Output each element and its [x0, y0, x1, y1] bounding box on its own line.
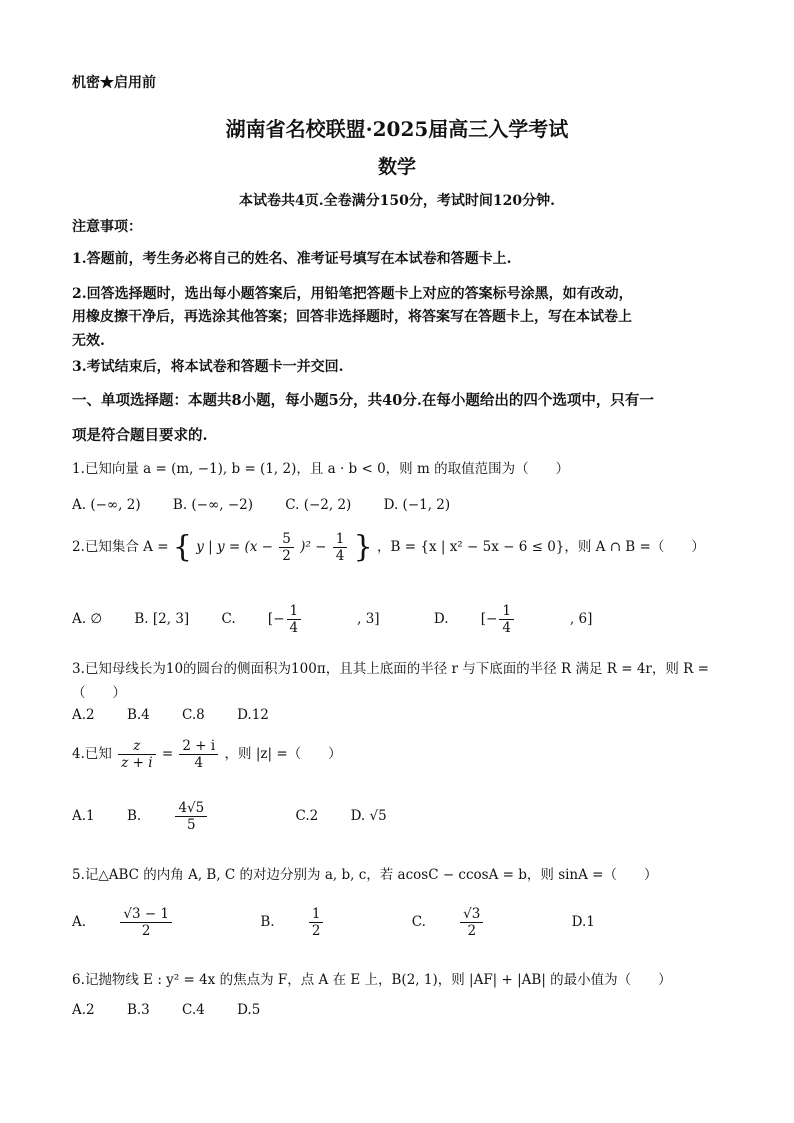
- note-item-2-line-3: 无效.: [72, 333, 105, 349]
- q5-option-d: D.1: [571, 914, 595, 931]
- question-2-stem: [72, 531, 705, 564]
- q5-option-b-den: 2: [311, 923, 321, 940]
- question-3-stem: 3.已知母线长为10的圆台的侧面积为100π，且其上底面的半径 r 与下底面的半径 R 满足 R = 4r，则 R =: [72, 661, 709, 677]
- q4-option-a: A.1: [72, 808, 95, 825]
- q2-option-a: A. ∅: [72, 611, 103, 628]
- note-item-3: 3.考试结束后，将本试卷和答题卡一并交回.: [72, 359, 344, 375]
- q2-option-d-prefix: D.: [433, 611, 449, 628]
- question-6-options: [72, 1002, 288, 1018]
- q5-option-a-prefix: A.: [72, 914, 87, 931]
- question-4-stem: [72, 738, 342, 771]
- q5-option-c-num: √3: [460, 906, 483, 923]
- q5-option-b-fraction: [309, 906, 352, 939]
- q5-option-c-prefix: C.: [411, 914, 426, 931]
- q2-option-b: B. [2, 3]: [134, 611, 190, 628]
- q4-option-b-den: 5: [187, 817, 196, 834]
- q4-option-c: C.2: [295, 808, 319, 825]
- question-6-stem: 6.记抛物线 E : y² = 4x 的焦点为 F，点 A 在 E 上，B(2, 1)，则 |AF| + |AB| 的最小值为（ ）: [72, 972, 672, 988]
- q6-option-b: B.3: [126, 1002, 150, 1018]
- q6-option-d: D.5: [237, 1002, 261, 1018]
- q4-option-b-fraction: [175, 800, 235, 833]
- question-4-options: [72, 800, 415, 833]
- q5-option-a: [72, 906, 228, 939]
- q2-frac2-den: 4: [335, 548, 345, 565]
- exam-info: 本试卷共4页.全卷满分150分，考试时间120分钟.: [239, 193, 555, 209]
- q4-rhs-num: 2 + i: [179, 738, 218, 755]
- q5-option-c: [412, 906, 540, 939]
- q2-frac1-den: 2: [282, 548, 291, 565]
- q4-option-d: D. √5: [350, 808, 387, 825]
- q2-option-c-fraction: [287, 603, 330, 636]
- q5-option-b-num: 1: [309, 906, 324, 923]
- section-1-heading-cont: 项是符合题目要求的.: [72, 427, 208, 444]
- q3-option-c: C.8: [182, 707, 205, 723]
- q2-fraction-5-2: [279, 531, 294, 564]
- q2-option-c-suffix: , 3]: [357, 611, 380, 628]
- question-1-stem: 1.已知向量 a = (m, −1), b = (1, 2)，且 a · b < 0，则 m 的取值范围为（ ）: [72, 461, 570, 477]
- exam-title: 湖南省名校联盟·2025届高三入学考试: [225, 117, 569, 141]
- q6-option-a: A.2: [72, 1002, 95, 1018]
- q2-option-d-num: 1: [499, 603, 514, 620]
- q4-option-b-prefix: B.: [126, 808, 142, 825]
- q4-suffix: ，则 |z| =（ ）: [224, 746, 342, 763]
- brace-close: }: [353, 529, 373, 565]
- question-3-options: [72, 707, 297, 723]
- q2-option-c-num: 1: [287, 603, 302, 620]
- confidential-label: 机密★启用前: [72, 75, 156, 91]
- q1-option-b: B. (−∞, −2): [172, 497, 253, 513]
- q2-fraction-1-4: [333, 531, 348, 564]
- subject-title: 数学: [377, 156, 416, 178]
- q5-option-a-num: √3 − 1: [120, 906, 172, 923]
- q5-option-b-prefix: B.: [260, 914, 275, 931]
- q6-option-c: C.4: [182, 1002, 205, 1018]
- equals-sign: =: [161, 746, 174, 763]
- q2-option-d-suffix: , 6]: [569, 611, 593, 628]
- q4-option-b-num: 4√5: [175, 800, 207, 817]
- q4-lhs-fraction: [118, 738, 155, 771]
- q4-prefix: 4.已知: [72, 746, 112, 763]
- note-item-2-line-1: 2.回答选择题时，选出每小题答案后，用铅笔把答题卡上对应的答案标号涂黑，如有改动，: [72, 286, 633, 302]
- q5-option-a-den: 2: [141, 923, 151, 940]
- q4-lhs-num: z: [118, 738, 155, 755]
- section-1-heading: 一、单项选择题：本题共8小题，每小题5分，共40分.在每小题给出的四个选项中，只有一: [72, 392, 654, 409]
- note-item-2-line-2: 用橡皮擦干净后，再选涂其他答案；回答非选择题时，将答案写在答题卡上，写在本试卷上: [72, 309, 632, 325]
- q2-option-d: D. [− $\frac{1}{4}$ , 6]: [433, 603, 593, 637]
- q5-option-c-den: 2: [467, 923, 477, 940]
- brace-open: {: [172, 529, 192, 565]
- q1-option-d: D. (−1, 2): [383, 497, 451, 513]
- q3-option-b: B.4: [126, 707, 150, 723]
- q2-option-c-den: 4: [289, 620, 299, 637]
- q5-option-c-fraction: [460, 906, 511, 939]
- q2-option-d-den: 4: [502, 620, 511, 637]
- q3-option-a: A.2: [72, 707, 95, 723]
- q1-option-a: A. (−∞, 2): [72, 497, 141, 513]
- question-2-options: [72, 603, 648, 636]
- q2-set-a-mid: )² −: [300, 539, 327, 556]
- q2-frac2-num: 1: [333, 531, 348, 548]
- q2-option-c: C. [− $\frac{1}{4}$ , 3]: [221, 603, 380, 637]
- q5-option-a-fraction: [120, 906, 200, 939]
- question-1-options: [72, 497, 478, 513]
- q2-suffix: ，B = {x | x² − 5x − 6 ≤ 0}，则 A ∩ B =（ ）: [377, 539, 705, 556]
- question-3-stem-cont: （ ）: [72, 685, 126, 701]
- question-5-options: [72, 906, 623, 939]
- q2-prefix: 2.已知集合 A =: [72, 539, 169, 556]
- note-item-1: 1.答题前，考生务必将自己的姓名、准考证号填写在本试卷和答题卡上.: [72, 251, 512, 267]
- q4-rhs-den: 4: [194, 755, 204, 772]
- q2-set-a-left: y | y = (x −: [196, 539, 273, 556]
- q2-option-d-fraction: [499, 603, 542, 636]
- q1-option-c: C. (−2, 2): [285, 497, 352, 513]
- question-5-stem: 5.记△ABC 的内角 A, B, C 的对边分别为 a, b, c，若 acosC − ccosA = b，则 sinA =（ ）: [72, 867, 658, 883]
- q3-option-d: D.12: [237, 707, 269, 723]
- notes-heading: 注意事项：: [72, 219, 142, 235]
- q2-frac1-num: 5: [279, 531, 294, 548]
- q2-option-c-prefix: C.: [221, 611, 236, 628]
- q4-lhs-den: z + i: [121, 755, 153, 772]
- q5-option-b: [260, 906, 379, 939]
- q4-option-b: [127, 800, 263, 833]
- q4-rhs-fraction: [179, 738, 218, 771]
